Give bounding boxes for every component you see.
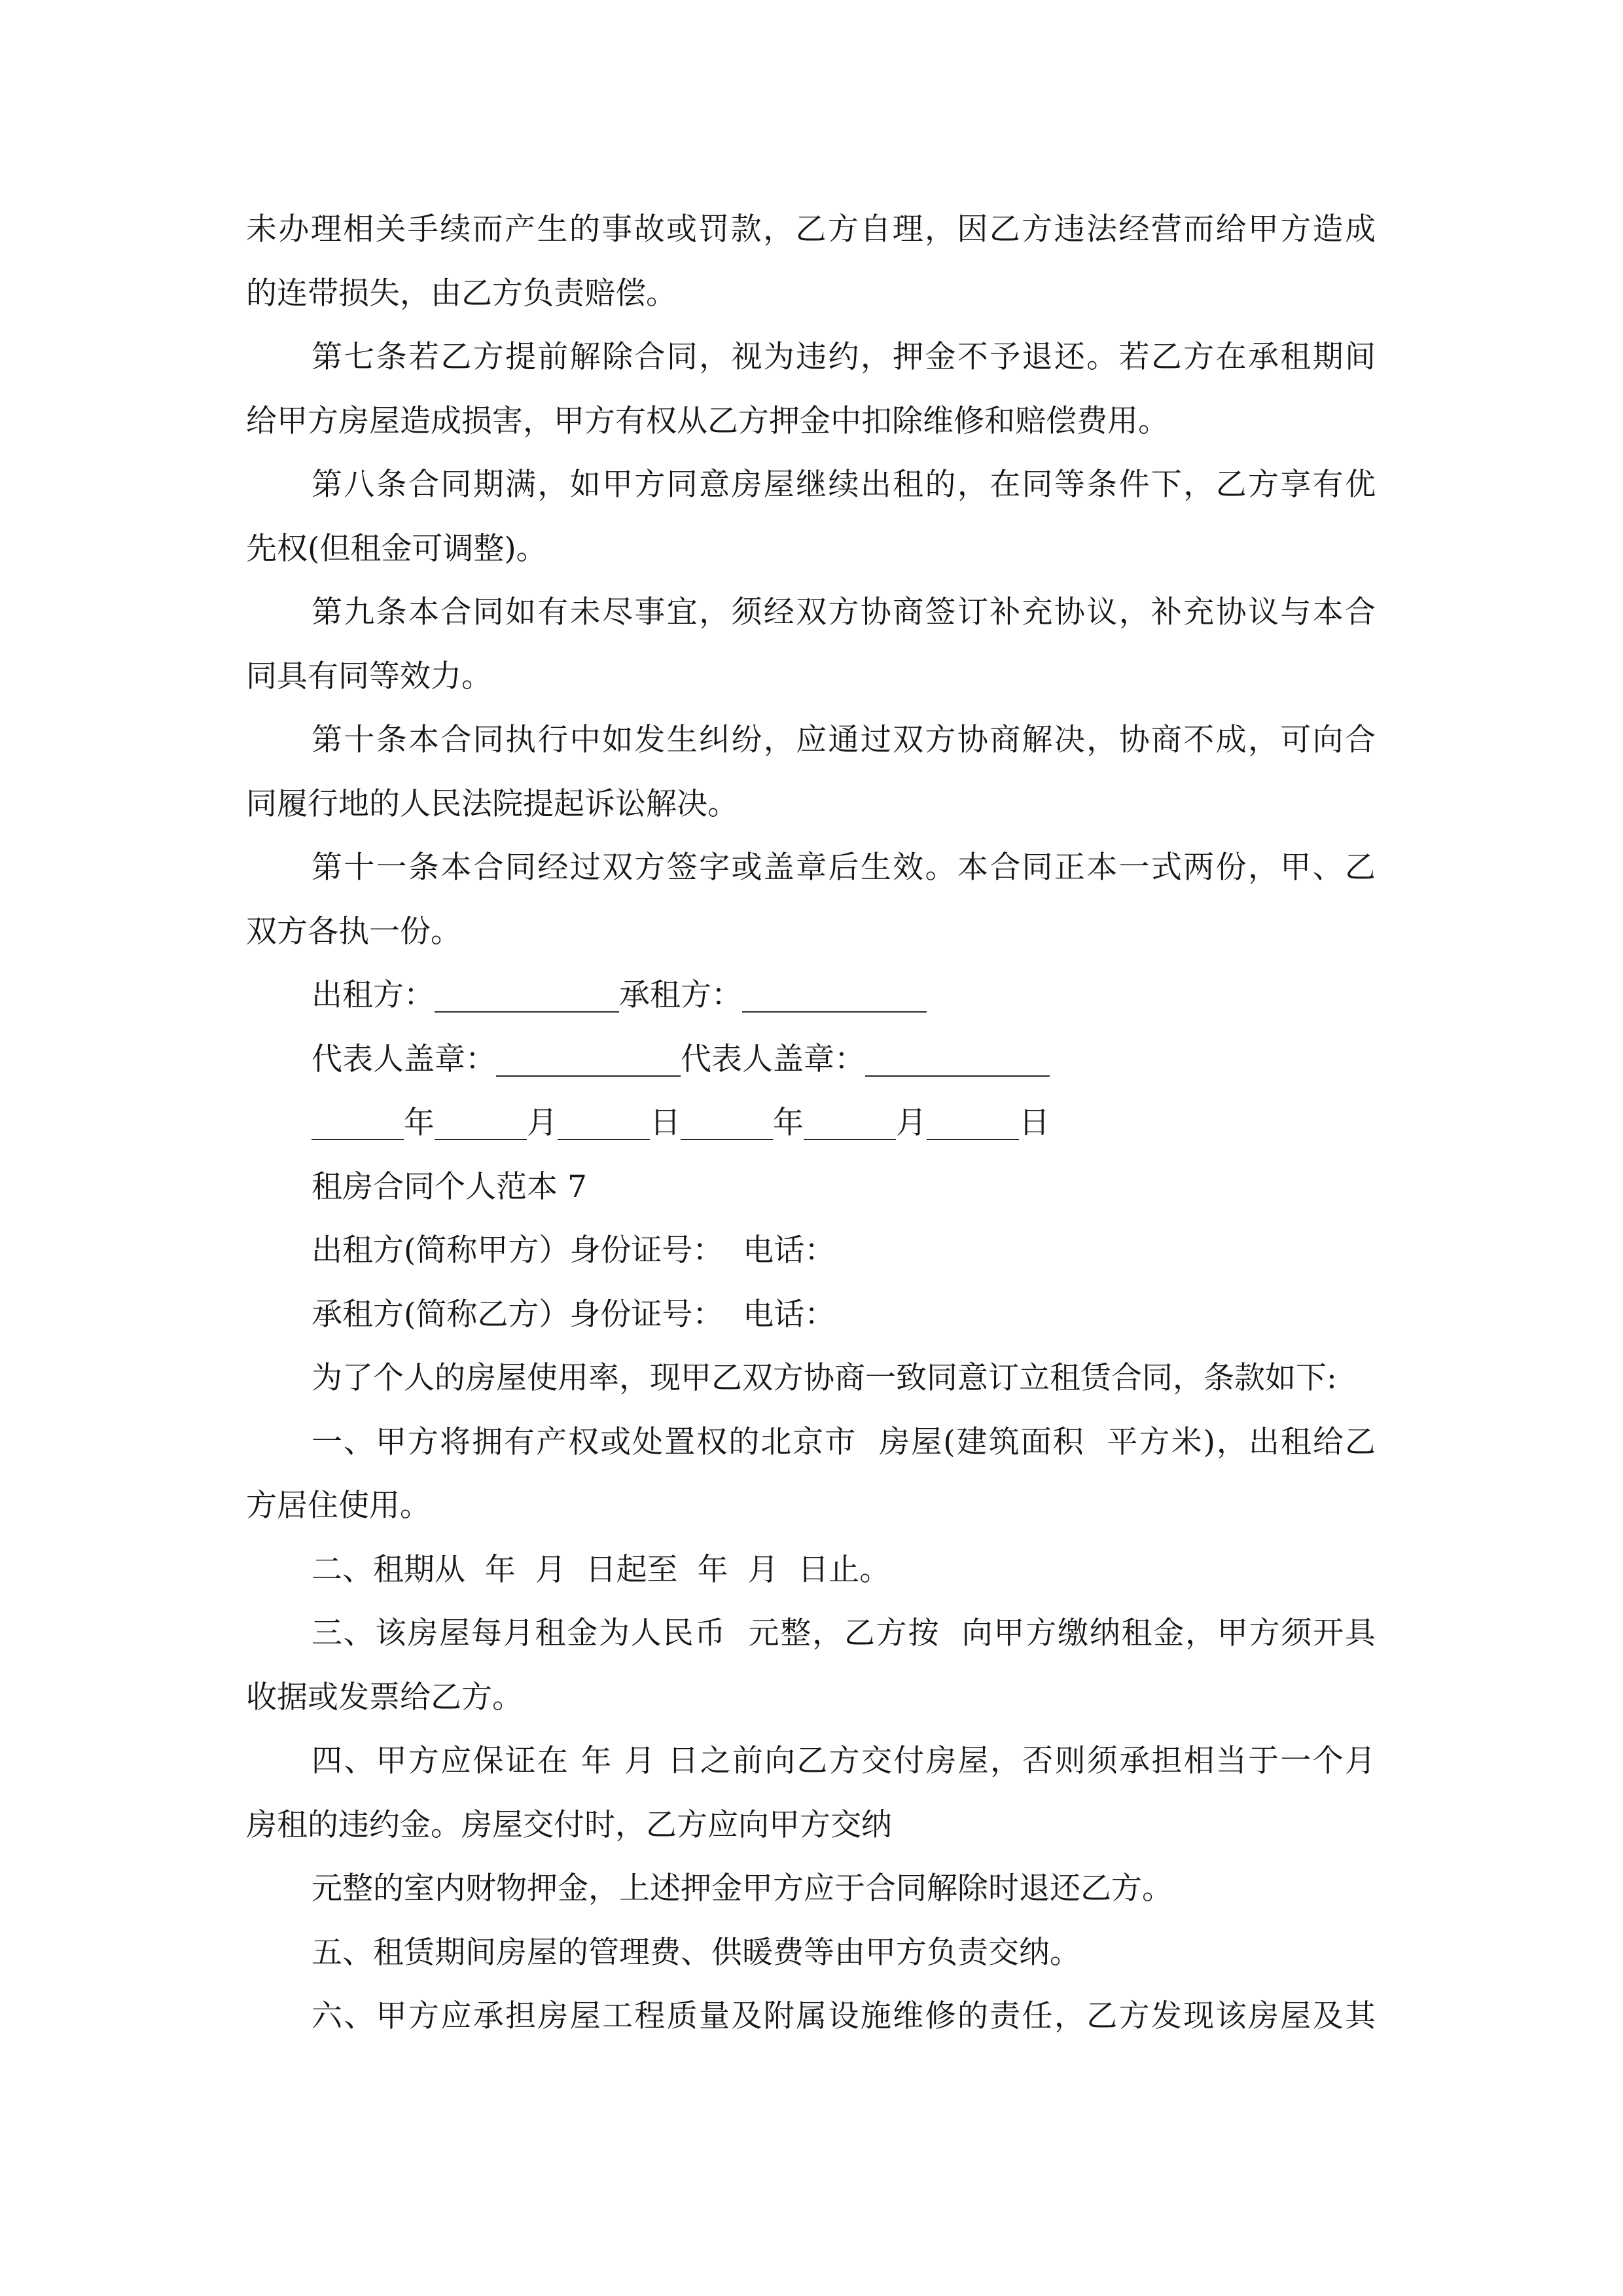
paragraph-continuation <box>246 198 1376 325</box>
signature-representatives <box>246 1028 1376 1092</box>
paragraph-article-7 <box>246 325 1376 453</box>
paragraph-line: 六、甲方应承担房屋工程质量及附属设施维修的责任，乙方发现该房屋及其 <box>312 1998 1376 2034</box>
clause-1 <box>246 1410 1376 1538</box>
paragraph-line: 的连带损失，由乙方负责赔偿。 <box>246 275 677 312</box>
paragraph-line: 承租方(简称乙方）身份证号： 电话： <box>312 1296 836 1333</box>
paragraph-line: 三、该房屋每月租金为人民币 元整，乙方按 向甲方缴纳租金，甲方须开具 <box>312 1615 1376 1651</box>
paragraph-line: 第九条本合同如有未尽事宜，须经双方协商签订补充协议，补充协议与本合 <box>312 594 1376 630</box>
paragraph-article-10 <box>246 708 1376 836</box>
paragraph-line: 出租方(简称甲方）身份证号： 电话： <box>312 1232 836 1268</box>
clause-4-deposit <box>246 1857 1376 1921</box>
paragraph-preamble <box>246 1346 1376 1410</box>
paragraph-line: 第七条若乙方提前解除合同，视为违约，押金不予退还。若乙方在承租期间 <box>312 339 1376 375</box>
paragraph-line: 第八条合同期满，如甲方同意房屋继续出租的，在同等条件下，乙方享有优 <box>312 467 1376 503</box>
document-body <box>246 198 1376 2049</box>
clause-3 <box>246 1602 1376 1729</box>
paragraph-line: 一、甲方将拥有产权或处置权的北京市 房屋(建筑面积 平方米)，出租给乙 <box>312 1424 1376 1460</box>
signature-parties <box>246 963 1376 1028</box>
paragraph-line: 租房合同个人范本 7 <box>312 1168 587 1205</box>
clause-4 <box>246 1729 1376 1857</box>
paragraph-line: 第十一条本合同经过双方签字或盖章后生效。本合同正本一式两份，甲、乙 <box>312 850 1376 886</box>
lessee-info <box>246 1283 1376 1347</box>
paragraph-line: 为了个人的房屋使用率，现甲乙双方协商一致同意订立租赁合同，条款如下: <box>312 1360 1337 1396</box>
lessor-info <box>246 1219 1376 1283</box>
paragraph-line: 先权(但租金可调整)。 <box>246 530 547 567</box>
paragraph-line: 二、租期从 年 月 日起至 年 月 日止。 <box>312 1551 891 1588</box>
clause-6 <box>246 1984 1376 2049</box>
paragraph-article-9 <box>246 581 1376 708</box>
paragraph-line: 五、租赁期间房屋的管理费、供暖费等由甲方负责交纳。 <box>312 1934 1080 1971</box>
clause-2 <box>246 1538 1376 1602</box>
paragraph-line: 代表人盖章：____________代表人盖章：____________ <box>312 1041 1050 1077</box>
paragraph-line: 同履行地的人民法院提起诉讼解决。 <box>246 785 738 822</box>
paragraph-article-11 <box>246 836 1376 963</box>
paragraph-line: 收据或发票给乙方。 <box>246 1679 523 1715</box>
section-title <box>246 1155 1376 1219</box>
paragraph-line: 元整的室内财物押金，上述押金甲方应于合同解除时退还乙方。 <box>312 1871 1173 1907</box>
paragraph-line: 第十条本合同执行中如发生纠纷，应通过双方协商解决，协商不成，可向合 <box>312 722 1376 758</box>
paragraph-line: 同具有同等效力。 <box>246 658 492 694</box>
paragraph-line: 四、甲方应保证在 年 月 日之前向乙方交付房屋，否则须承担相当于一个月 <box>312 1743 1376 1779</box>
paragraph-line: 给甲方房屋造成损害，甲方有权从乙方押金中扣除维修和赔偿费用。 <box>246 403 1169 439</box>
paragraph-line: 出租方：____________承租方：____________ <box>312 977 927 1013</box>
paragraph-article-8 <box>246 453 1376 581</box>
paragraph-line: 双方各执一份。 <box>246 913 461 950</box>
paragraph-line: 房租的违约金。房屋交付时，乙方应向甲方交纳 <box>246 1806 892 1843</box>
clause-5 <box>246 1921 1376 1985</box>
paragraph-line: ______年______月______日______年______月______日 <box>312 1105 1050 1141</box>
paragraph-line: 未办理相关手续而产生的事故或罚款，乙方自理，因乙方违法经营而给甲方造成 <box>246 211 1376 247</box>
signature-dates <box>246 1091 1376 1155</box>
paragraph-line: 方居住使用。 <box>246 1488 431 1524</box>
